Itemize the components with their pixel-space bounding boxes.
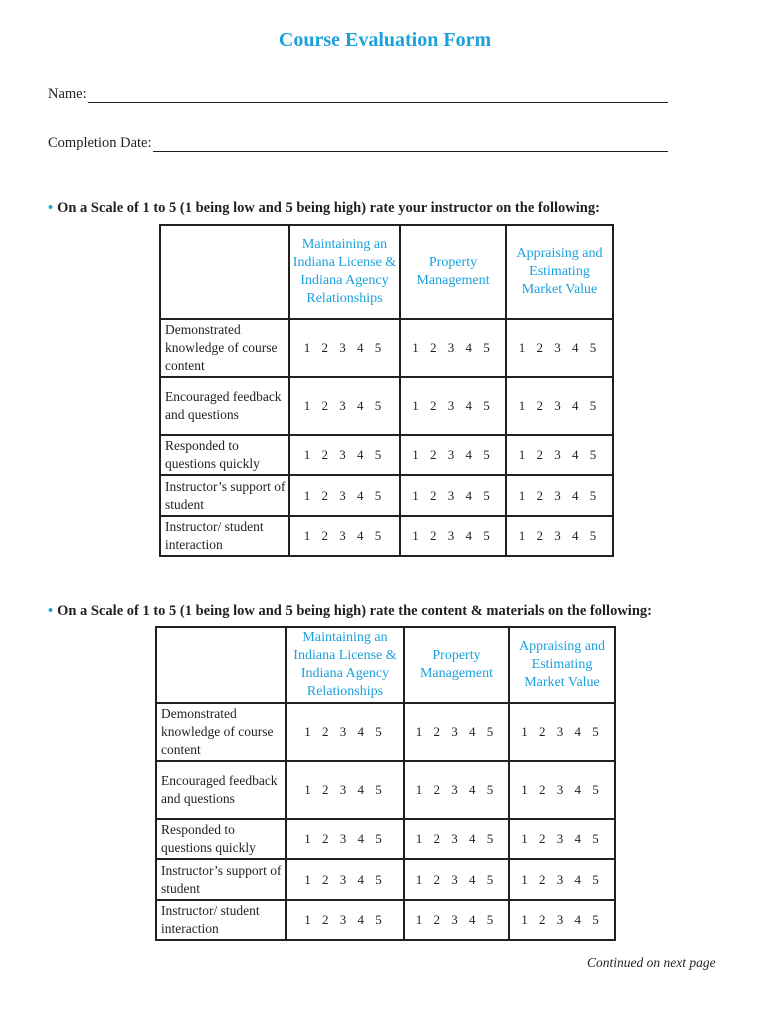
continued-note: Continued on next page xyxy=(587,955,716,970)
bullet-icon: • xyxy=(48,603,54,619)
content-rating-table xyxy=(155,626,616,941)
rating-scale[interactable]: 1 2 3 4 5 xyxy=(404,859,509,900)
row-label: Responded to questions quickly xyxy=(156,819,286,859)
completion-date-field[interactable] xyxy=(48,135,668,152)
row-label: Encouraged feedback and questions xyxy=(160,377,289,435)
rating-scale[interactable]: 1 2 3 4 5 xyxy=(506,475,613,516)
column-header: Appraising and Estimating Market Value xyxy=(509,627,615,703)
completion-date-input-line[interactable] xyxy=(153,137,669,152)
bullet-icon: • xyxy=(48,200,54,216)
rating-scale[interactable]: 1 2 3 4 5 xyxy=(404,703,509,761)
question-content xyxy=(48,603,652,620)
rating-scale[interactable]: 1 2 3 4 5 xyxy=(286,859,404,900)
question-instructor xyxy=(48,200,600,217)
rating-scale[interactable]: 1 2 3 4 5 xyxy=(286,819,404,859)
rating-scale[interactable]: 1 2 3 4 5 xyxy=(400,435,506,475)
row-label: Instructor/ student interaction xyxy=(160,516,289,556)
rating-scale[interactable]: 1 2 3 4 5 xyxy=(509,761,615,819)
rating-scale[interactable]: 1 2 3 4 5 xyxy=(289,475,400,516)
column-header: Property Management xyxy=(404,627,509,703)
rating-scale[interactable]: 1 2 3 4 5 xyxy=(289,319,400,377)
rating-scale[interactable]: 1 2 3 4 5 xyxy=(506,319,613,377)
rating-scale[interactable]: 1 2 3 4 5 xyxy=(509,819,615,859)
rating-scale[interactable]: 1 2 3 4 5 xyxy=(509,900,615,940)
completion-date-label: Completion Date: xyxy=(48,135,152,151)
rating-scale[interactable]: 1 2 3 4 5 xyxy=(400,475,506,516)
rating-scale[interactable]: 1 2 3 4 5 xyxy=(509,703,615,761)
rating-scale[interactable]: 1 2 3 4 5 xyxy=(289,516,400,556)
column-header: Maintaining an Indiana License & Indiana Agency Relationships xyxy=(289,225,400,319)
rating-scale[interactable]: 1 2 3 4 5 xyxy=(286,761,404,819)
rating-scale[interactable]: 1 2 3 4 5 xyxy=(286,703,404,761)
rating-scale[interactable]: 1 2 3 4 5 xyxy=(506,377,613,435)
row-label: Demonstrated knowledge of course content xyxy=(156,703,286,761)
question-text: On a Scale of 1 to 5 (1 being low and 5 being high) rate your instructor on the following: xyxy=(57,200,600,216)
row-label: Instructor’s support of student xyxy=(156,859,286,900)
row-label: Demonstrated knowledge of course content xyxy=(160,319,289,377)
column-header: Property Management xyxy=(400,225,506,319)
rating-scale[interactable]: 1 2 3 4 5 xyxy=(400,516,506,556)
name-label: Name: xyxy=(48,86,87,102)
instructor-rating-table xyxy=(159,224,614,557)
rating-scale[interactable]: 1 2 3 4 5 xyxy=(404,761,509,819)
rating-scale[interactable]: 1 2 3 4 5 xyxy=(509,859,615,900)
row-label: Responded to questions quickly xyxy=(160,435,289,475)
table-corner-cell xyxy=(156,627,286,703)
column-header: Maintaining an Indiana License & Indiana Agency Relationships xyxy=(286,627,404,703)
question-text: On a Scale of 1 to 5 (1 being low and 5 being high) rate the content & materials on the following: xyxy=(57,603,652,619)
rating-scale[interactable]: 1 2 3 4 5 xyxy=(506,516,613,556)
name-input-line[interactable] xyxy=(88,88,668,103)
rating-scale[interactable]: 1 2 3 4 5 xyxy=(286,900,404,940)
rating-scale[interactable]: 1 2 3 4 5 xyxy=(289,377,400,435)
row-label: Instructor/ student interaction xyxy=(156,900,286,940)
column-header: Appraising and Estimating Market Value xyxy=(506,225,613,319)
rating-scale[interactable]: 1 2 3 4 5 xyxy=(506,435,613,475)
rating-scale[interactable]: 1 2 3 4 5 xyxy=(404,900,509,940)
rating-scale[interactable]: 1 2 3 4 5 xyxy=(404,819,509,859)
name-field[interactable] xyxy=(48,86,668,103)
rating-scale[interactable]: 1 2 3 4 5 xyxy=(400,377,506,435)
row-label: Instructor’s support of student xyxy=(160,475,289,516)
table-corner-cell xyxy=(160,225,289,319)
form-title: Course Evaluation Form xyxy=(278,29,492,51)
rating-scale[interactable]: 1 2 3 4 5 xyxy=(289,435,400,475)
row-label: Encouraged feedback and questions xyxy=(156,761,286,819)
rating-scale[interactable]: 1 2 3 4 5 xyxy=(400,319,506,377)
